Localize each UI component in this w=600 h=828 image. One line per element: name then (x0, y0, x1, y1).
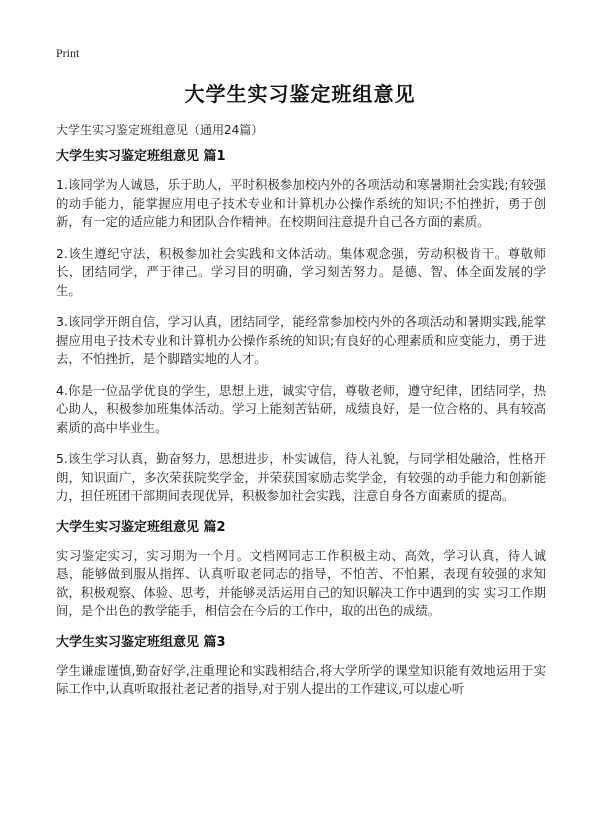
section-heading: 大学生实习鉴定班组意见 篇3 (56, 634, 226, 650)
section-1 (56, 148, 546, 506)
page-title: 大学生实习鉴定班组意见 (184, 82, 416, 106)
paragraph: 4.你是一位品学优良的学生，思想上进，诚实守信，尊敬老师，遵守纪律，团结同学，热心助人，积极参加班集体活动。学习上能刻苦钻研，成绩良好，是一位合格的、具有较高素质的高中毕业生。 (56, 382, 546, 435)
paragraph: 5.该生学习认真，勤奋努力，思想进步，朴实诚信，待人礼貌，与同学相处融洽，性格开朗，知识面广，多次荣获院奖学金，并荣获国家励志奖学金，有较强的动手能力和创新能力，担任班团干部期间表现优异，积极参加社会实践，注意自身各方面素质的提高。 (56, 451, 546, 503)
section-heading: 大学生实习鉴定班组意见 篇1 (56, 149, 226, 164)
section-3 (56, 634, 546, 699)
paragraph: 1.该同学为人诚恳，乐于助人，平时积极参加校内外的各项活动和寒暑期社会实践;有较强的动手能力，能掌握应用电子技术专业和计算机办公操作系统的知识;不怕挫折，勇于创新，有一定的适应能力和团队合作精神。在校期间注意提升自己各方面的素质。 (56, 177, 546, 229)
document-subtitle: 大学生实习鉴定班组意见（通用24篇） (56, 123, 264, 137)
paragraph: 实习鉴定实习，实习期为一个月。文档网同志工作积极主动、高效，学习认真，待人诚恳，能够做到服从指挥、认真听取老同志的指导，不怕苦、不怕累，表现有较强的求知欲，积极观察、体验、思考，并能够灵活运用自己的知识解决工作中遇到的实 实习工作期间，是个出色的教学能手，相信会在今后的工作中，取的出色的成绩。 (56, 547, 546, 618)
paragraph: 3.该同学开朗自信，学习认真，团结同学，能经常参加校内外的各项活动和暑期实践,能掌握应用电子技术专业和计算机办公操作系统的知识;有良好的心理素质和应变能力，勇于进去，不怕挫折，是个脚踏实地的人才。 (56, 314, 546, 366)
document-body (56, 148, 546, 712)
section-2 (56, 519, 546, 621)
section-heading: 大学生实习鉴定班组意见 篇2 (56, 519, 226, 535)
paragraph: 学生谦虚谨慎,勤奋好学,注重理论和实践相结合,将大学所学的课堂知识能有效地运用于实际工作中,认真听取报社老记者的指导,对于别人提出的工作建议,可以虚心听 (56, 662, 546, 696)
paragraph: 2.该生遵纪守法，积极参加社会实践和文体活动。集体观念强，劳动积极肯干。尊敬师长，团结同学，严于律己。学习目的明确，学习刻苦努力。是德、智、体全面发展的学生。 (56, 245, 546, 298)
print-link[interactable]: Print (56, 46, 80, 60)
